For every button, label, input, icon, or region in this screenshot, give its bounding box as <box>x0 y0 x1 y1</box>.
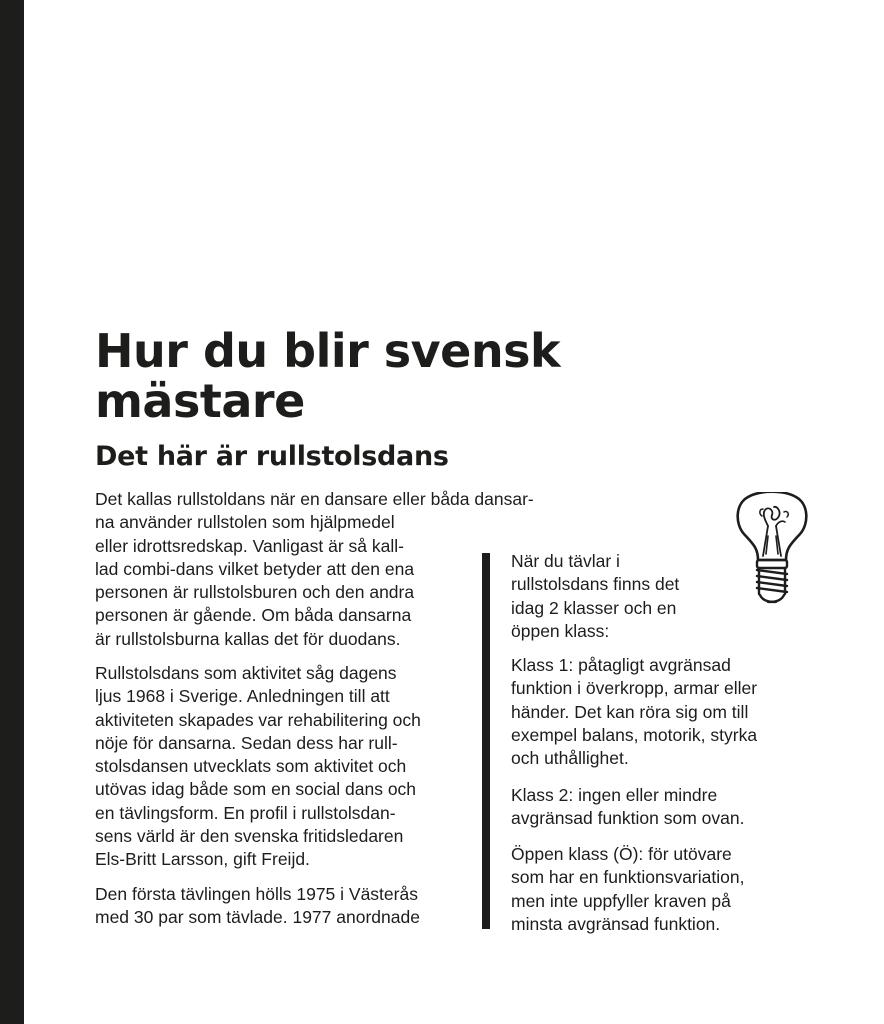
sidebar-open-class <box>511 843 841 936</box>
text-line: Rullstolsdans som aktivitet såg dagens <box>95 663 397 683</box>
text-line: funktion i överkropp, armar eller <box>511 678 758 699</box>
text-line: Det kallas rullstoldans när en dansare eller båda dansar- <box>95 489 534 509</box>
text-line: öppen klass: <box>511 620 610 641</box>
text-line: är rullstolsburna kallas det för duodans. <box>95 628 401 649</box>
text-line: ljus 1968 i Sverige. Anledningen till att <box>95 686 390 707</box>
text-line: exempel balans, motorik, styrka <box>511 724 758 745</box>
text-line: När du tävlar i <box>511 551 620 571</box>
text-line: Den första tävlingen hölls 1975 i Västerås <box>95 884 418 904</box>
text-line: lad combi-dans vilket betyder att den ena <box>95 558 415 579</box>
text-line: som har en funktionsvariation, <box>511 867 745 888</box>
text-line: händer. Det kan röra sig om till <box>511 701 749 722</box>
page-title <box>95 326 655 426</box>
text-line: eller idrottsredskap. Vanligast är så kall- <box>95 535 404 556</box>
sidebar-class-2 <box>511 784 841 831</box>
text-line: stolsdansen utvecklats som aktivitet och <box>95 756 407 777</box>
text-line: idag 2 klasser och en <box>511 597 677 618</box>
text-line: med 30 par som tävlade. 1977 anordnade <box>95 907 420 928</box>
sidebar-class-1 <box>511 654 841 770</box>
text-line: en tävlingsform. En profil i rullstolsdan- <box>95 802 396 823</box>
text-line: och uthållighet. <box>511 748 629 769</box>
title-line: mästare <box>95 374 305 428</box>
page-edge-bar <box>0 0 24 1024</box>
text-line: nöje för dansarna. Sedan dess har rull- <box>95 732 398 753</box>
lightbulb-icon <box>732 492 812 614</box>
text-line: sens värld är den svenska fritidsledaren <box>95 826 404 847</box>
text-line: Öppen klass (Ö): för utövare <box>511 844 732 864</box>
section-subtitle: Det här är rullstolsdans <box>95 441 449 472</box>
text-line: Klass 1: påtagligt avgränsad <box>511 655 731 675</box>
text-line: Els-Britt Larsson, gift Freijd. <box>95 849 310 870</box>
title-line: Hur du blir svensk <box>95 324 561 378</box>
text-line: aktiviteten skapades var rehabilitering och <box>95 709 421 730</box>
text-line: personen är rullstolsburen och den andra <box>95 582 415 603</box>
text-line: personen är gående. Om båda dansarna <box>95 605 412 626</box>
text-line: na använder rullstolen som hjälpmedel <box>95 512 395 533</box>
text-line: minsta avgränsad funktion. <box>511 913 721 934</box>
text-line: Klass 2: ingen eller mindre <box>511 785 718 805</box>
text-line: men inte uppfyller kraven på <box>511 890 731 911</box>
sidebar-rule <box>482 553 490 929</box>
text-line: avgränsad funktion som ovan. <box>511 808 745 829</box>
text-line: utövas idag både som en social dans och <box>95 779 417 800</box>
text-line: rullstolsdans finns det <box>511 574 680 595</box>
